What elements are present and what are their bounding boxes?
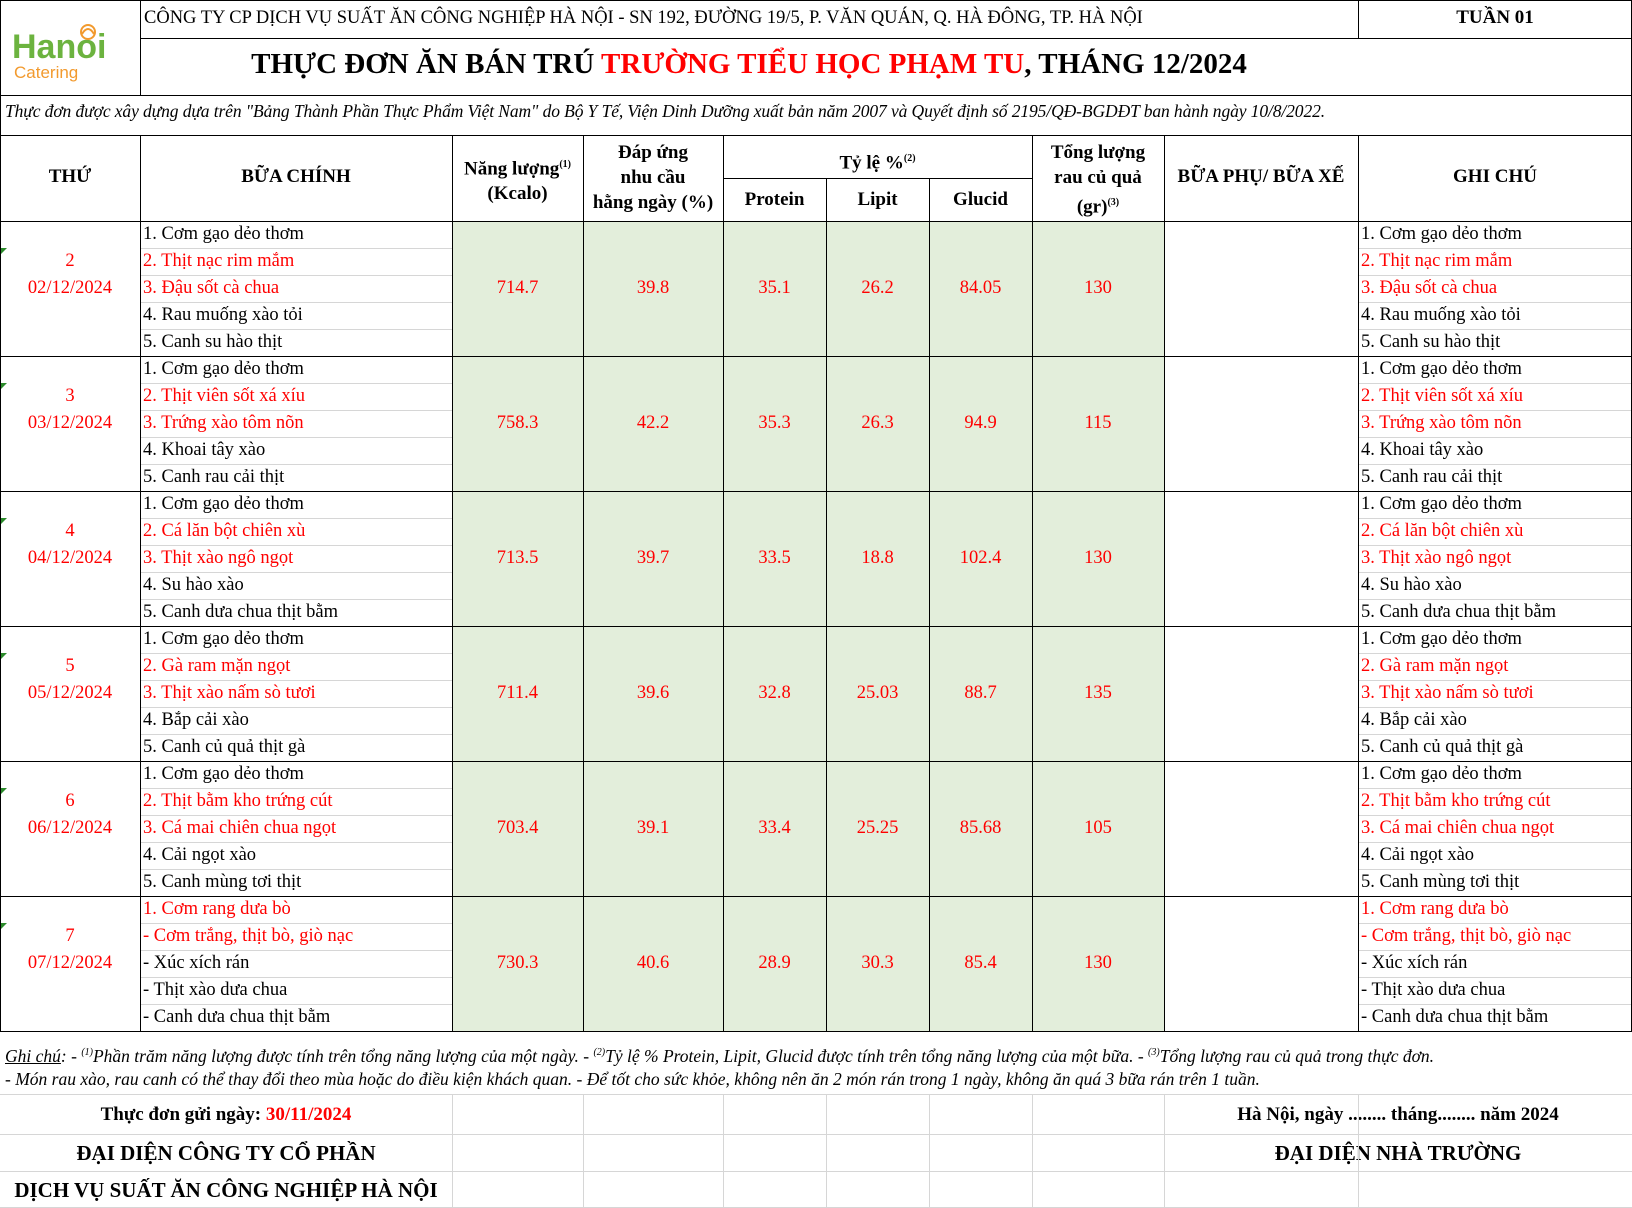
line — [0, 1031, 1632, 1032]
main-dish: 5. Canh củ quả thịt gà — [143, 737, 306, 757]
line — [0, 626, 1632, 627]
note-dish: 4. Bắp cải xào — [1361, 710, 1467, 730]
value-lipit: 26.3 — [861, 413, 894, 433]
note-dish: 2. Thịt bằm kho trứng cút — [1361, 791, 1551, 811]
col-line — [1358, 135, 1359, 1031]
company-rep-1: ĐẠI DIỆN CÔNG TY CỔ PHẦN — [76, 1141, 376, 1165]
logo-sub: Catering — [14, 63, 79, 82]
col-line — [723, 1094, 724, 1208]
col-line — [452, 1094, 453, 1208]
note-dish: 1. Cơm gạo dẻo thơm — [1361, 764, 1522, 784]
main-dish: - Cơm trắng, thịt bò, giò nạc — [143, 926, 354, 946]
row-line — [140, 329, 452, 330]
line — [0, 221, 1632, 222]
notes-pre: : - — [60, 1045, 82, 1066]
note-dish: 4. Cải ngọt xào — [1361, 845, 1475, 865]
day-date: 06/12/2024 — [27, 818, 113, 838]
note-dish: 3. Cá mai chiên chua ngọt — [1361, 818, 1555, 838]
main-dish: 4. Cải ngọt xào — [143, 845, 257, 865]
value-energy: 730.3 — [496, 953, 539, 973]
col-line — [1164, 135, 1165, 1031]
main-dish: 2. Thịt bằm kho trứng cút — [143, 791, 333, 811]
sent-date-line — [0, 1101, 452, 1129]
note-dish: 5. Canh rau cải thịt — [1361, 467, 1503, 487]
note-dish: - Canh dưa chua thịt bằm — [1361, 1007, 1549, 1027]
notes-sup3: (3) — [1148, 1047, 1160, 1058]
tong-line2: rau củ quả — [1054, 167, 1142, 188]
main-dish: 2. Thịt nạc rim mắm — [143, 251, 295, 271]
header-protein: Protein — [744, 189, 805, 210]
notes-n3: Tổng lượng rau củ quả trong thực đơn. — [1159, 1045, 1435, 1066]
main-dish: 5. Canh dưa chua thịt bằm — [143, 602, 338, 622]
value-glucid: 84.05 — [959, 278, 1002, 298]
value-percent: 39.6 — [636, 683, 670, 703]
sup-2: (2) — [903, 153, 916, 164]
row-line — [1358, 302, 1632, 303]
value-energy: 714.7 — [496, 278, 539, 298]
value-percent: 39.8 — [636, 278, 670, 298]
col-line — [452, 135, 453, 1031]
notes-line2: - Món rau xào, rau canh có thể thay đổi theo mùa hoặc do điều kiện khách quan. - Để tốt cho sức khỏe, không nên ăn 2 món rán trong 1 ngày, không ăn quá 3 bữa rán trên 1 tuần. — [5, 1069, 1260, 1089]
row-line — [1358, 275, 1632, 276]
note-dish: 4. Rau muống xào tỏi — [1361, 305, 1521, 325]
note-dish: 1. Cơm gạo dẻo thơm — [1361, 629, 1522, 649]
main-dish: 3. Thịt xào nấm sò tươi — [143, 683, 316, 703]
value-glucid: 94.9 — [964, 413, 997, 433]
note-dish: 3. Trứng xào tôm nõn — [1361, 413, 1522, 433]
value-veg: 105 — [1084, 818, 1112, 838]
header-thu: THỨ — [48, 166, 92, 187]
notes-sup1: (1) — [81, 1047, 93, 1058]
note-dish: 3. Đậu sốt cà chua — [1361, 278, 1498, 298]
value-veg: 135 — [1084, 683, 1112, 703]
note-dish: 4. Khoai tây xào — [1361, 440, 1484, 460]
main-dish: - Thịt xào dưa chua — [143, 980, 288, 1000]
value-glucid: 102.4 — [959, 548, 1002, 568]
main-dish: 3. Cá mai chiên chua ngọt — [143, 818, 337, 838]
col-line — [826, 1094, 827, 1208]
note-dish: - Cơm trắng, thịt bò, giò nạc — [1361, 926, 1572, 946]
row-line — [140, 302, 452, 303]
value-veg: 130 — [1084, 953, 1112, 973]
note-dish: 4. Su hào xào — [1361, 575, 1462, 595]
note-dish: 5. Canh su hào thịt — [1361, 332, 1501, 352]
main-dish: 2. Thịt viên sốt xá xíu — [143, 386, 306, 406]
line — [140, 38, 1632, 39]
day-number: 5 — [65, 656, 75, 676]
value-lipit: 25.03 — [856, 683, 899, 703]
row-line — [1358, 950, 1632, 951]
note-dish: 1. Cơm rang dưa bò — [1361, 899, 1509, 919]
notes-label: Ghi chú — [5, 1045, 61, 1066]
row-line — [140, 248, 452, 249]
day-date: 03/12/2024 — [27, 413, 113, 433]
line — [0, 95, 1632, 96]
day-number: 2 — [65, 251, 75, 271]
value-energy: 703.4 — [496, 818, 539, 838]
col-line — [140, 0, 141, 95]
main-dish: 1. Cơm gạo dẻo thơm — [143, 359, 304, 379]
row-line — [1358, 734, 1632, 735]
main-dish: 1. Cơm gạo dẻo thơm — [143, 764, 304, 784]
row-line — [140, 707, 452, 708]
header-lipit: Lipit — [857, 189, 898, 210]
row-line — [140, 572, 452, 573]
row-line — [0, 1094, 1632, 1095]
page-title — [140, 44, 1358, 84]
row-line — [140, 437, 452, 438]
main-dish: 2. Cá lăn bột chiên xù — [143, 521, 306, 541]
value-lipit: 30.3 — [861, 953, 894, 973]
row-line — [140, 599, 452, 600]
main-dish: - Canh dưa chua thịt bằm — [143, 1007, 331, 1027]
day-number: 3 — [65, 386, 75, 406]
value-percent: 39.1 — [636, 818, 670, 838]
row-line — [140, 653, 452, 654]
dap-ung-line3: hằng ngày (%) — [592, 192, 714, 213]
value-protein: 33.4 — [758, 818, 791, 838]
note-dish: 5. Canh mùng tơi thịt — [1361, 872, 1520, 892]
note-dish: 3. Thịt xào nấm sò tươi — [1361, 683, 1534, 703]
title-suffix: , THÁNG 12/2024 — [1024, 48, 1247, 80]
col-line — [1032, 1094, 1033, 1208]
col-line — [929, 178, 930, 1031]
header-bua-chinh: BỮA CHÍNH — [241, 166, 351, 187]
line — [0, 491, 1632, 492]
note-dish: 1. Cơm gạo dẻo thơm — [1361, 224, 1522, 244]
school-rep: ĐẠI DIỆN NHÀ TRƯỜNG — [1274, 1141, 1522, 1165]
header-ty-le — [723, 146, 1032, 175]
note-dish: - Thịt xào dưa chua — [1361, 980, 1506, 1000]
main-dish: 4. Su hào xào — [143, 575, 244, 595]
row-line — [140, 842, 452, 843]
main-dish: 5. Canh mùng tơi thịt — [143, 872, 302, 892]
row-line — [1358, 788, 1632, 789]
row-line — [1358, 599, 1632, 600]
row-line — [140, 1004, 452, 1005]
company-address: CÔNG TY CP DỊCH VỤ SUẤT ĂN CÔNG NGHIỆP HÀ NỘI - SN 192, ĐƯỜNG 19/5, P. VĂN QUÁN, Q. HÀ ĐÔNG, TP. HÀ NỘI — [144, 8, 1143, 28]
value-protein: 35.3 — [758, 413, 791, 433]
col-line — [1164, 1094, 1165, 1208]
col-line — [929, 1094, 930, 1208]
note-dish: 2. Cá lăn bột chiên xù — [1361, 521, 1524, 541]
col-line — [0, 0, 1, 1031]
row-line — [140, 383, 452, 384]
main-dish: 5. Canh rau cải thịt — [143, 467, 285, 487]
header-nang-luong — [452, 152, 583, 206]
value-protein: 32.8 — [758, 683, 791, 703]
ty-le-label: Tỷ lệ % — [839, 152, 904, 174]
main-dish: 1. Cơm gạo dẻo thơm — [143, 629, 304, 649]
row-line — [140, 788, 452, 789]
notes-sup2: (2) — [593, 1047, 606, 1058]
line — [0, 356, 1632, 357]
header-dap-ung — [583, 140, 723, 215]
note-dish: 5. Canh củ quả thịt gà — [1361, 737, 1524, 757]
row-line — [1358, 329, 1632, 330]
main-dish: 3. Đậu sốt cà chua — [143, 278, 280, 298]
row-line — [1358, 923, 1632, 924]
row-line — [140, 545, 452, 546]
day-number: 4 — [65, 521, 75, 541]
value-protein: 33.5 — [758, 548, 791, 568]
note-dish: 1. Cơm gạo dẻo thơm — [1361, 359, 1522, 379]
row-line — [140, 923, 452, 924]
row-line — [140, 518, 452, 519]
notes-line1 — [5, 1040, 1434, 1069]
row-line — [1358, 437, 1632, 438]
nang-luong-line2: (Kcalo) — [487, 183, 548, 205]
value-percent: 39.7 — [636, 548, 670, 568]
main-dish: 2. Gà ram mặn ngọt — [143, 656, 291, 676]
row-line — [1358, 572, 1632, 573]
sent-label: Thực đơn gửi ngày: — [100, 1104, 266, 1125]
main-dish: 1. Cơm gạo dẻo thơm — [143, 494, 304, 514]
line — [723, 178, 1032, 179]
line — [0, 0, 1632, 1]
day-number: 6 — [65, 791, 75, 811]
col-line — [1358, 1094, 1359, 1208]
value-veg: 115 — [1084, 413, 1112, 433]
value-veg: 130 — [1084, 548, 1112, 568]
value-percent: 40.6 — [636, 953, 670, 973]
value-veg: 130 — [1084, 278, 1112, 298]
row-line — [1358, 653, 1632, 654]
note-dish: 5. Canh dưa chua thịt bằm — [1361, 602, 1556, 622]
day-date: 05/12/2024 — [27, 683, 113, 703]
sup-1: (1) — [559, 159, 571, 170]
main-dish: 1. Cơm gạo dẻo thơm — [143, 224, 304, 244]
row-line — [1358, 977, 1632, 978]
sent-date: 30/11/2024 — [265, 1104, 352, 1125]
title-prefix: THỰC ĐƠN ĂN BÁN TRÚ — [251, 48, 602, 80]
col-line — [583, 135, 584, 1031]
main-dish: 4. Bắp cải xào — [143, 710, 249, 730]
row-line — [1358, 248, 1632, 249]
note-dish: 2. Thịt viên sốt xá xíu — [1361, 386, 1524, 406]
row-line — [0, 1171, 1632, 1172]
row-line — [1358, 518, 1632, 519]
note-dish: 1. Cơm gạo dẻo thơm — [1361, 494, 1522, 514]
row-line — [1358, 842, 1632, 843]
title-school: TRƯỜNG TIỂU HỌC PHẠM TU — [601, 48, 1025, 80]
day-date: 02/12/2024 — [27, 278, 113, 298]
value-percent: 42.2 — [636, 413, 670, 433]
header-bua-phu: BỮA PHỤ/ BỮA XẾ — [1177, 166, 1345, 187]
row-line — [1358, 680, 1632, 681]
main-dish: 1. Cơm rang dưa bò — [143, 899, 291, 919]
week-label: TUẦN 01 — [1456, 7, 1534, 28]
row-line — [140, 464, 452, 465]
row-line — [140, 950, 452, 951]
logo — [10, 22, 130, 84]
line — [0, 761, 1632, 762]
logo-word: Hanoi — [12, 28, 107, 66]
day-number: 7 — [65, 926, 75, 946]
value-glucid: 85.4 — [964, 953, 997, 973]
subtitle: Thực đơn được xây dựng dựa trên "Bảng Thành Phần Thực Phẩm Việt Nam" do Bộ Y Tế, Viện Dinh Dưỡng xuất bản năm 2007 và Quyết định số 2195/QĐ-BGDĐT ban hành ngày 10/8/2022. — [5, 101, 1326, 121]
header-ghi-chu: GHI CHÚ — [1453, 166, 1537, 187]
note-dish: - Xúc xích rán — [1361, 953, 1468, 973]
row-line — [140, 410, 452, 411]
value-lipit: 25.25 — [856, 818, 899, 838]
main-dish: 4. Khoai tây xào — [143, 440, 266, 460]
main-dish: 3. Thịt xào ngô ngọt — [143, 548, 294, 568]
value-energy: 711.4 — [497, 683, 538, 703]
col-line — [826, 178, 827, 1031]
value-glucid: 88.7 — [964, 683, 997, 703]
day-date: 07/12/2024 — [27, 953, 113, 973]
dap-ung-line2: nhu cầu — [620, 167, 686, 188]
note-dish: 3. Thịt xào ngô ngọt — [1361, 548, 1512, 568]
col-line — [583, 1094, 584, 1208]
notes-n2: Tỷ lệ % Protein, Lipit, Glucid được tính trên tổng năng lượng của một bữa. - — [605, 1045, 1149, 1066]
row-line — [140, 869, 452, 870]
header-glucid: Glucid — [953, 189, 1008, 210]
line — [0, 135, 1632, 136]
row-line — [1358, 410, 1632, 411]
row-line — [1358, 545, 1632, 546]
row-line — [140, 977, 452, 978]
value-lipit: 18.8 — [861, 548, 894, 568]
tong-line1: Tổng lượng — [1050, 142, 1146, 163]
notes-n1: Phần trăm năng lượng được tính trên tổng năng lượng của một ngày. - — [92, 1045, 594, 1066]
main-dish: 5. Canh su hào thịt — [143, 332, 283, 352]
main-dish: - Xúc xích rán — [143, 953, 250, 973]
row-line — [1358, 1004, 1632, 1005]
note-dish: 2. Gà ram mặn ngọt — [1361, 656, 1509, 676]
row-line — [0, 1134, 1632, 1135]
row-line — [1358, 707, 1632, 708]
row-line — [1358, 815, 1632, 816]
main-dish: 4. Rau muống xào tỏi — [143, 305, 303, 325]
row-line — [140, 275, 452, 276]
day-date: 04/12/2024 — [27, 548, 113, 568]
tong-line3: (gr) — [1076, 196, 1108, 218]
row-line — [1358, 383, 1632, 384]
note-dish: 2. Thịt nạc rim mắm — [1361, 251, 1513, 271]
value-protein: 28.9 — [758, 953, 791, 973]
value-energy: 758.3 — [496, 413, 539, 433]
dap-ung-line1: Đáp ứng — [617, 142, 688, 163]
value-glucid: 85.68 — [959, 818, 1002, 838]
header-tong-luong — [1032, 140, 1164, 219]
col-line — [1358, 0, 1359, 38]
nang-luong-line1: Năng lượng — [464, 158, 560, 180]
sup-3: (3) — [1107, 197, 1120, 208]
col-line — [723, 135, 724, 1031]
row-line — [1358, 869, 1632, 870]
row-line — [140, 680, 452, 681]
col-line — [140, 135, 141, 1031]
company-rep-2: DỊCH VỤ SUẤT ĂN CÔNG NGHIỆP HÀ NỘI — [14, 1178, 438, 1202]
value-protein: 35.1 — [758, 278, 791, 298]
row-line — [140, 815, 452, 816]
line — [0, 896, 1632, 897]
value-energy: 713.5 — [496, 548, 539, 568]
col-line — [1032, 135, 1033, 1031]
logo-icon — [10, 22, 130, 84]
row-line — [1358, 464, 1632, 465]
place-date: Hà Nội, ngày ........ tháng........ năm 2024 — [1237, 1104, 1559, 1125]
row-line — [140, 734, 452, 735]
main-dish: 3. Trứng xào tôm nõn — [143, 413, 304, 433]
value-lipit: 26.2 — [861, 278, 894, 298]
